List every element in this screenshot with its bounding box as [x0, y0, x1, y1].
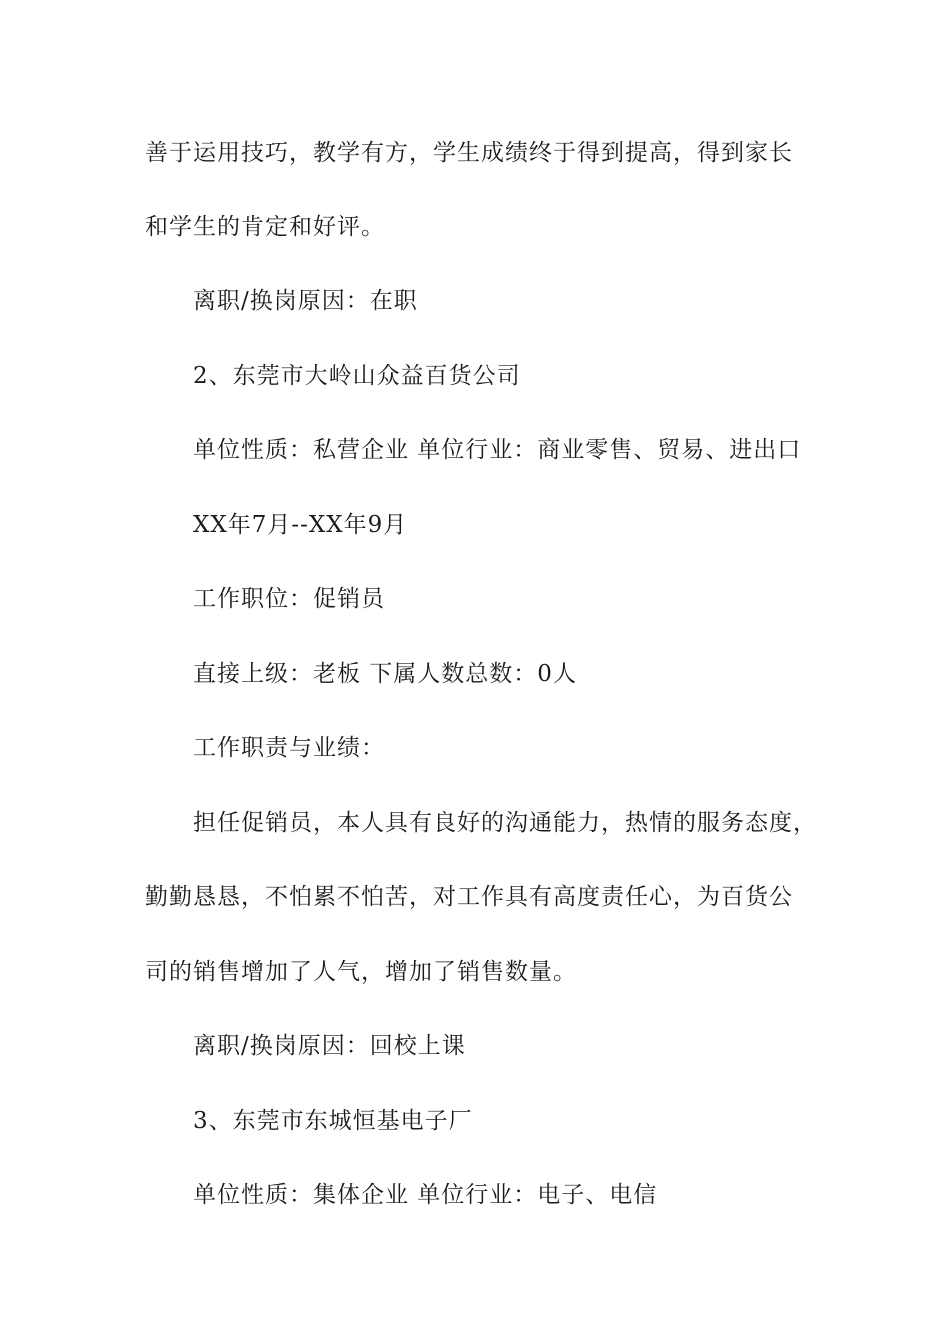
text-line: 和学生的肯定和好评。 — [145, 214, 385, 240]
text-line: 善于运用技巧，教学有方，学生成绩终于得到提高，得到家长 — [145, 140, 793, 166]
text-line: 离职/换岗原因：回校上课 — [193, 1033, 466, 1059]
text-line: 直接上级：老板 下属人数总数：0人 — [193, 661, 577, 687]
section-heading: 2、东莞市大岭山众益百货公司 — [193, 363, 521, 389]
text-line: 勤勤恳恳，不怕累不怕苦，对工作具有高度责任心，为百货公 — [145, 884, 793, 910]
text-line: 工作职责与业绩： — [193, 735, 385, 761]
text-line: 离职/换岗原因：在职 — [193, 288, 418, 314]
text-line: 司的销售增加了人气，增加了销售数量。 — [145, 959, 577, 985]
text-line: 单位性质：私营企业 单位行业：商业零售、贸易、进出口 — [193, 437, 802, 463]
text-line: 单位性质：集体企业 单位行业：电子、电信 — [193, 1182, 658, 1208]
section-heading: 3、东莞市东城恒基电子厂 — [193, 1108, 473, 1134]
text-line: 担任促销员，本人具有良好的沟通能力，热情的服务态度， — [193, 810, 817, 836]
text-line: XX年7月--XX年9月 — [193, 512, 408, 538]
text-line: 工作职位：促销员 — [193, 586, 385, 612]
